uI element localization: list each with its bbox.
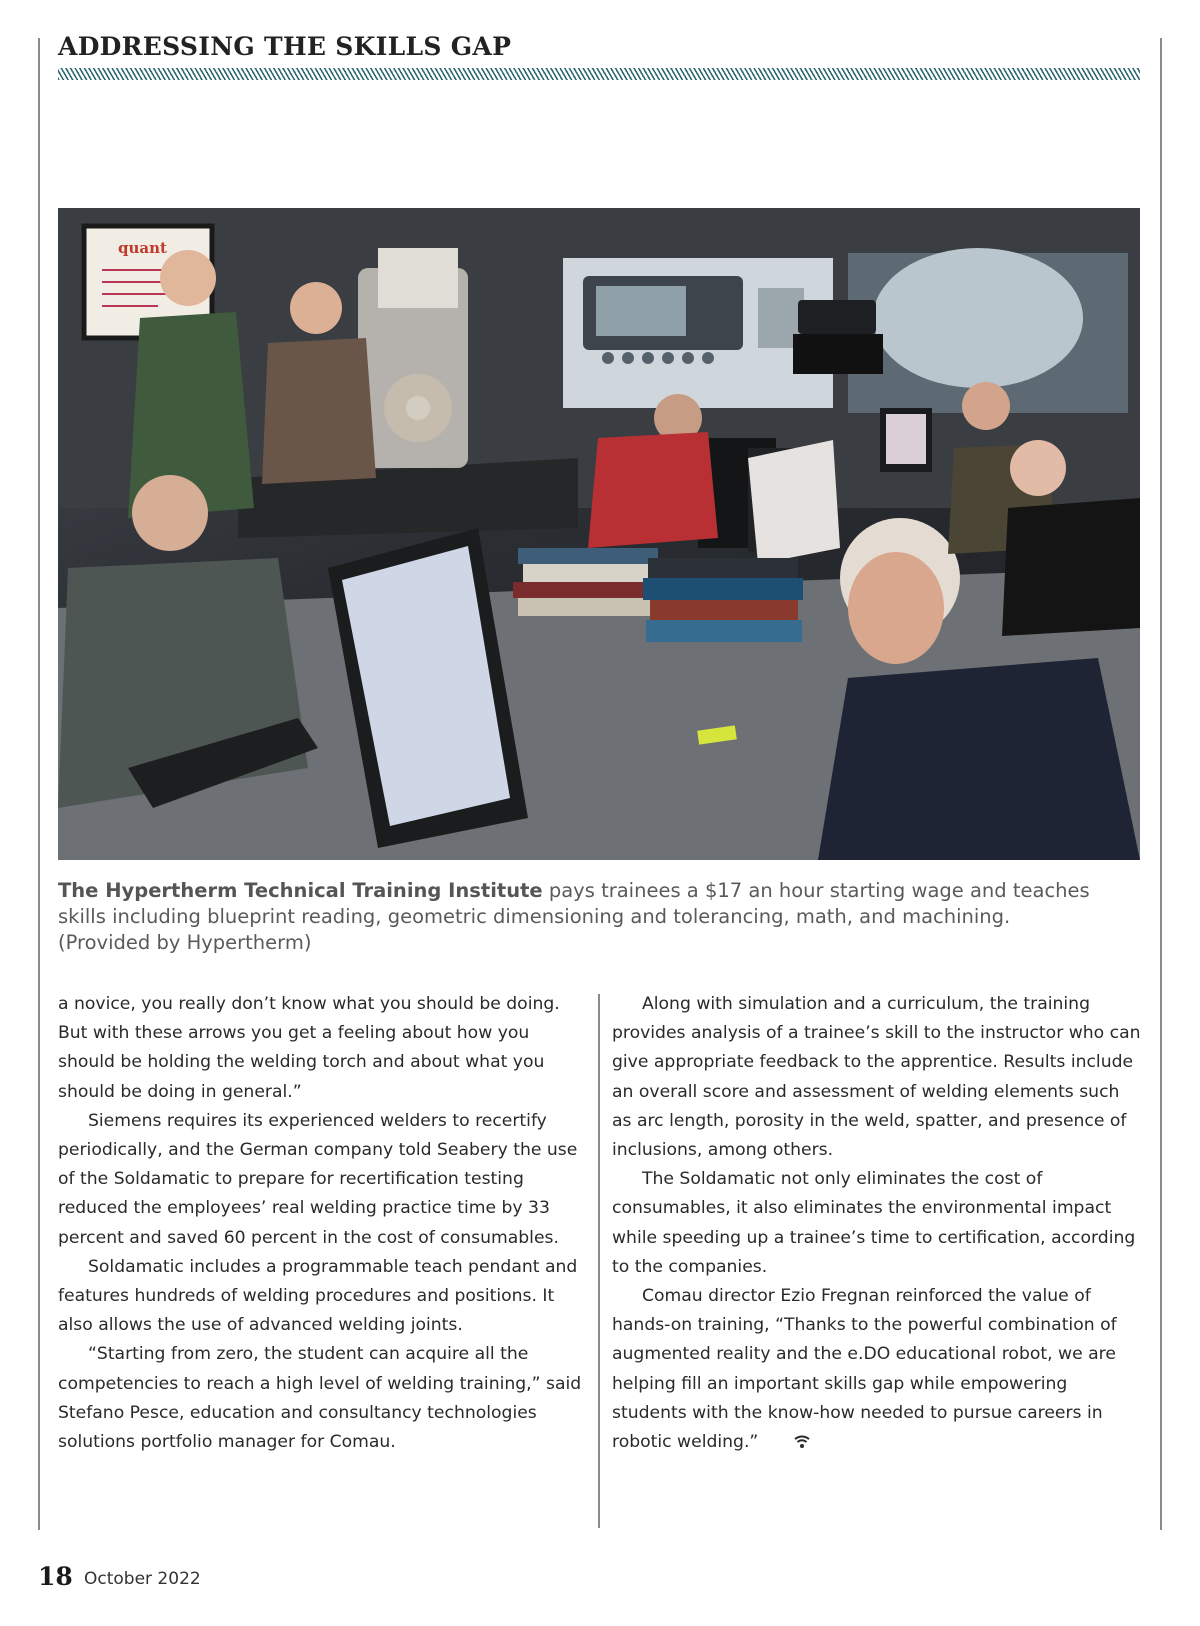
page-border-left: [38, 38, 40, 1530]
right-paragraph-3: [612, 1282, 1142, 1459]
right-paragraph-3-text: Comau director Ezio Fregnan reinforced the value of hands-on training, “Thanks to the powerful combination of augmented reality and the e.DO educational robot, we are helping fill an important skills gap while empowering students with the know-how needed to pursue careers in robotic welding.”: [612, 1286, 1117, 1453]
caption-credit: (Provided by Hypertherm): [58, 931, 312, 954]
wall-sign-text: quant: [118, 239, 167, 257]
header-hatch-rule: [58, 68, 1140, 80]
issue-date: October 2022: [84, 1569, 201, 1589]
training-lab-photo: [58, 208, 1140, 860]
page-border-right: [1160, 38, 1162, 1530]
column-divider: [598, 994, 600, 1528]
caption-line2: skills including blueprint reading, geometric dimensioning and tolerancing, math, and machining.: [58, 905, 1011, 928]
wifi-end-icon: [764, 1430, 810, 1459]
left-paragraph-2: Siemens requires its experienced welders to recertify periodically, and the German company told Seabery the use of the Soldamatic to prepare for recertification testing reduced the employees’ real welding practice time by 33 percent and saved 60 percent in the cost of consumables.: [58, 1110, 578, 1248]
right-paragraph-1: Along with simulation and a curriculum, the training provides analysis of a trainee’s skill to the instructor who can give appropriate feedback to the apprentice. Results include an overall score and assessment of welding elements such as arc length, porosity in the weld, spatter, and presence of inclusions, among others.: [612, 994, 1141, 1161]
left-paragraph-3: Soldamatic includes a programmable teach pendant and features hundreds of welding procedures and positions. It also allows the use of advanced welding joints.: [58, 1256, 578, 1336]
right-column: [612, 990, 1142, 1459]
left-column: [58, 990, 588, 1457]
photo-caption: [58, 878, 1140, 956]
right-paragraph-2: The Soldamatic not only eliminates the cost of consumables, it also eliminates the environmental impact while speeding up a trainee’s time to certification, according to the companies.: [612, 1169, 1136, 1277]
page-number: 18: [38, 1562, 73, 1591]
caption-line1: pays trainees a $17 an hour starting wage and teaches: [542, 879, 1090, 902]
caption-lead: The Hypertherm Technical Training Institute: [58, 879, 543, 902]
section-header-title: ADDRESSING THE SKILLS GAP: [58, 32, 512, 61]
left-paragraph-1: a novice, you really don’t know what you should be doing. But with these arrows you get a feeling about how you should be holding the welding torch and about what you should be doing in general.”: [58, 994, 560, 1102]
left-paragraph-4: “Starting from zero, the student can acquire all the competencies to reach a high level of welding training,” said Stefano Pesce, education and consultancy technologies solutions portfolio manager for Comau.: [58, 1344, 582, 1453]
